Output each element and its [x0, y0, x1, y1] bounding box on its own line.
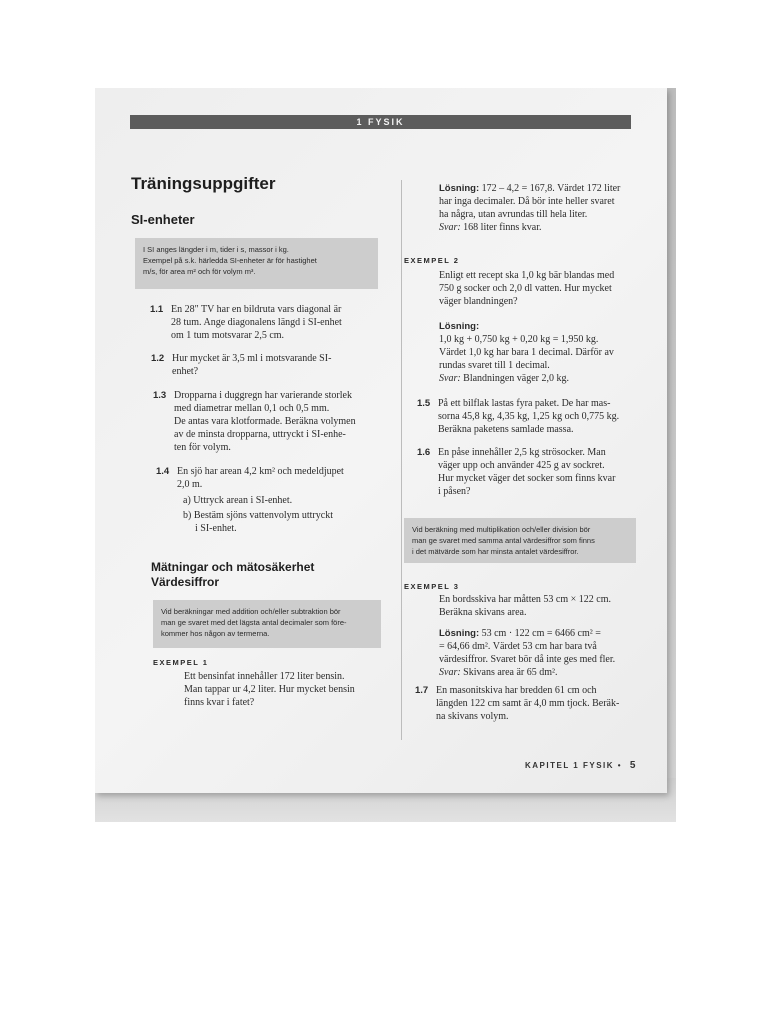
- task-line: med diametrar mellan 0,1 och 0,5 mm.: [174, 403, 330, 414]
- task-line: De antas vara klotformade. Beräkna volymen: [174, 416, 356, 427]
- task-number: 1.1: [150, 304, 164, 315]
- task-line: 2,0 m.: [177, 479, 203, 490]
- solution-label: Lösning:: [439, 628, 480, 639]
- solution-line: 1,0 kg + 0,750 kg + 0,20 kg = 1,950 kg.: [439, 334, 599, 345]
- example-3-text: [439, 593, 611, 619]
- task-number: 1.4: [156, 466, 170, 477]
- page-number: 5: [629, 760, 636, 771]
- task-line: Beräkna paketens samlade massa.: [438, 424, 574, 435]
- task-number: 1.5: [417, 398, 431, 409]
- task-line: av de minsta dropparna, uttryckt i SI-enhe-: [174, 429, 346, 440]
- info-box-si: [135, 238, 378, 289]
- example-line: Beräkna skivans area.: [439, 607, 527, 618]
- example-line: Ett bensinfat innehåller 172 liter bensin.: [184, 671, 345, 682]
- heading-line: Värdesiffror: [151, 575, 220, 589]
- task-line: Dropparna i duggregn har varierande storlek: [174, 390, 352, 401]
- document-photo: [95, 88, 676, 822]
- example-line: 750 g socker och 2,0 dl vatten. Hur mycket: [439, 283, 612, 294]
- task-number: 1.2: [151, 353, 165, 364]
- example-line: En bordsskiva har måtten 53 cm × 122 cm.: [439, 594, 611, 605]
- info-box-multiplikation: [404, 518, 636, 563]
- section-heading-si: SI-enheter: [131, 212, 195, 227]
- page-title: Träningsuppgifter: [131, 174, 276, 193]
- example-1-text: [184, 670, 355, 709]
- solution-line: 172 – 4,2 = 167,8. Värdet 172 liter: [479, 183, 621, 194]
- info-line: Vid beräkning med multiplikation och/eller division bör: [412, 525, 591, 534]
- footer-bullet: •: [617, 761, 623, 770]
- info-box-addition: [153, 600, 381, 648]
- example-3-label: EXEMPEL 3: [404, 582, 460, 591]
- example-line: Man tappar ur 4,2 liter. Hur mycket bensin: [184, 684, 355, 695]
- answer-text: Blandningen väger 2,0 kg.: [460, 373, 569, 384]
- answer-text: Skivans area är 65 dm².: [460, 667, 558, 678]
- task-line: sorna 45,8 kg, 4,35 kg, 1,25 kg och 0,775 kg.: [438, 411, 620, 422]
- task-line: om 1 tum motsvarar 2,5 cm.: [171, 330, 285, 341]
- info-line: Vid beräkningar med addition och/eller subtraktion bör: [161, 607, 341, 616]
- answer-label: Svar:: [439, 373, 461, 384]
- info-line: man ge svaret med samma antal värdesiffror som finns: [412, 536, 595, 545]
- task-line: ten för volym.: [174, 442, 231, 453]
- example-line: finns kvar i fatet?: [184, 697, 255, 708]
- info-line: m/s, för area m² och för volym m³.: [143, 267, 256, 276]
- solution-label: Lösning:: [439, 183, 480, 194]
- task-line: Hur mycket väger det socker som finns kvar: [438, 473, 616, 484]
- task-line: En masonitskiva har bredden 61 cm och: [436, 685, 597, 696]
- example-line: Enligt ett recept ska 1,0 kg bär blandas med: [439, 270, 615, 281]
- textbook-page: [95, 88, 667, 793]
- task-subquestion-b-cont: i SI-enhet.: [195, 523, 237, 534]
- task-line: På ett bilflak lastas fyra paket. De har mas-: [438, 398, 611, 409]
- task-subquestion-b: b) Bestäm sjöns vattenvolym uttryckt: [183, 510, 333, 521]
- answer-label: Svar:: [439, 667, 461, 678]
- example-line: väger blandningen?: [439, 296, 518, 307]
- page-footer: [525, 760, 635, 771]
- solution-line: ha några, utan avrundas till hela liter.: [439, 209, 588, 220]
- heading-line: Mätningar och mätosäkerhet: [151, 560, 315, 574]
- solution-1: [439, 182, 620, 234]
- task-subquestion-a: a) Uttryck arean i SI-enhet.: [183, 495, 293, 506]
- solution-line: värdesiffror. Svaret bör då inte ges med fler.: [439, 654, 616, 665]
- info-line: Exempel på s.k. härledda SI-enheter är för hastighet: [143, 256, 317, 265]
- solution-line: har inga decimaler. Då bör inte heller svaret: [439, 196, 615, 207]
- chapter-header-bar: 1 FYSIK: [130, 115, 631, 129]
- footer-chapter: KAPITEL 1 FYSIK: [525, 761, 615, 770]
- task-line: na skivans volym.: [436, 711, 509, 722]
- info-line: i det mätvärde som har minsta antalet värdesiffror.: [412, 547, 579, 556]
- solution-line: rundas svaret till 1 decimal.: [439, 360, 550, 371]
- section-heading-matning: [151, 560, 314, 590]
- solution-line: 53 cm · 122 cm = 6466 cm² =: [479, 628, 601, 639]
- answer-label: Svar:: [439, 222, 461, 233]
- example-2-label: EXEMPEL 2: [404, 256, 460, 265]
- task-number: 1.7: [415, 685, 429, 696]
- task-line: Hur mycket är 3,5 ml i motsvarande SI-: [172, 353, 332, 364]
- column-divider: [401, 180, 402, 740]
- task-number: 1.6: [417, 447, 431, 458]
- task-line: enhet?: [172, 366, 199, 377]
- answer-text: 168 liter finns kvar.: [460, 222, 542, 233]
- example-1-label: EXEMPEL 1: [153, 658, 209, 667]
- info-line: kommer hos någon av termerna.: [161, 629, 270, 638]
- solution-line: Värdet 1,0 kg har bara 1 decimal. Därför av: [439, 347, 614, 358]
- info-line: I SI anges längder i m, tider i s, massor i kg.: [143, 245, 289, 254]
- task-line: En påse innehåller 2,5 kg strösocker. Man: [438, 447, 606, 458]
- task-line: i påsen?: [438, 486, 471, 497]
- solution-3: [439, 627, 615, 679]
- task-line: längden 122 cm samt är 4,0 mm tjock. Beräk-: [436, 698, 620, 709]
- task-line: En 28" TV har en bildruta vars diagonal är: [171, 304, 342, 315]
- example-2-text: [439, 269, 614, 308]
- solution-2: [439, 320, 614, 385]
- solution-line: = 64,66 dm². Värdet 53 cm har bara två: [439, 641, 597, 652]
- task-number: 1.3: [153, 390, 167, 401]
- task-line: 28 tum. Ange diagonalens längd i SI-enhet: [171, 317, 342, 328]
- task-line: väger upp och använder 425 g av sockret.: [438, 460, 605, 471]
- solution-label: Lösning:: [439, 321, 480, 332]
- info-line: man ge svaret med det lägsta antal decimaler som före-: [161, 618, 347, 627]
- task-line: En sjö har arean 4,2 km² och medeldjupet: [177, 466, 344, 477]
